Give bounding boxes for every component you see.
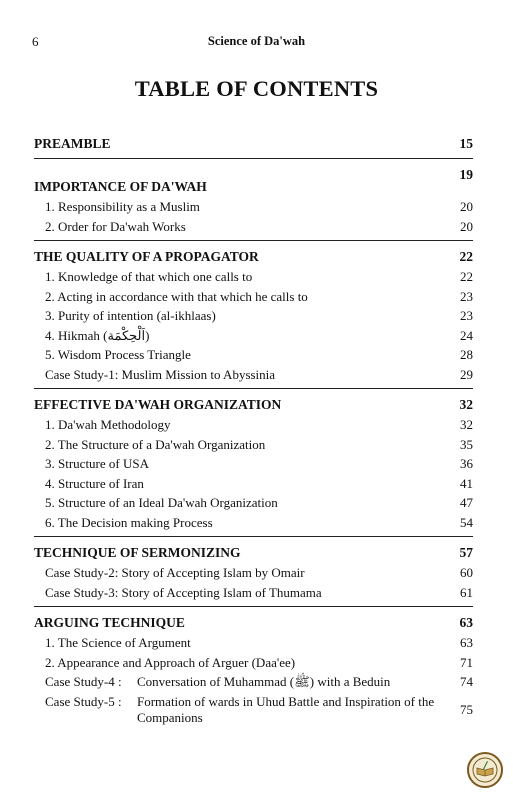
toc-entry (34, 672, 473, 692)
entry-text: 2. The Structure of a Da'wah Organization (45, 436, 266, 452)
section-page: 32 (459, 397, 473, 412)
section-heading (34, 543, 473, 563)
section-page: 19 (459, 167, 473, 182)
section-page: 63 (459, 615, 473, 630)
entry-page: 35 (460, 436, 473, 452)
entry-text: Case Study-2: Story of Accepting Islam by Omair (45, 565, 305, 580)
toc-entry (34, 474, 473, 494)
section-arguing (34, 613, 473, 732)
case-study-label: Case Study-5 : (45, 693, 122, 709)
section-sermonizing (34, 543, 473, 607)
entry-text: Conversation of Muhammad (ﷺ) with a Beduin (137, 674, 391, 689)
section-organization (34, 395, 473, 537)
entry-text: 2. Acting in accordance with that which he calls to (45, 288, 308, 304)
page-header (32, 34, 481, 50)
entry-text: 1. Responsibility as a Muslim (45, 199, 200, 214)
toc-entry (34, 326, 473, 346)
entry-page: 54 (460, 514, 473, 530)
entry-page: 29 (460, 366, 473, 382)
section-page: 22 (459, 249, 473, 264)
section-heading (34, 395, 473, 415)
entry-page: 22 (460, 269, 473, 284)
section-page: 57 (459, 545, 473, 560)
section-page: 15 (459, 136, 473, 151)
section-preamble (34, 134, 473, 159)
entry-text: 1. The Science of Argument (45, 635, 191, 650)
entry-text: Formation of wards in Uhud Battle and Inspiration of the Companions (137, 693, 435, 725)
toc-entry (34, 454, 473, 474)
entry-page: 74 (460, 674, 473, 689)
toc-entry (34, 692, 473, 728)
section-title: TECHNIQUE OF SERMONIZING (34, 545, 241, 560)
book-quill-seal-icon (467, 752, 503, 788)
section-heading (34, 247, 473, 267)
section-title: THE QUALITY OF A PROPAGATOR (34, 249, 259, 264)
toc-entry (34, 197, 473, 217)
entry-page: 32 (460, 417, 473, 432)
entry-page: 23 (460, 308, 473, 323)
case-study-label: Case Study-4 : (45, 674, 122, 689)
entry-text: 3. Purity of intention (al-ikhlaas) (45, 308, 216, 323)
toc-entry (34, 435, 473, 455)
entry-text: 4. Hikmah (اَلْحِكْمَة) (45, 327, 150, 343)
page-number: 6 (32, 34, 39, 49)
section-heading (34, 613, 473, 633)
toc-entry (34, 365, 473, 385)
entry-page: 61 (460, 584, 473, 600)
entry-page: 71 (460, 654, 473, 670)
entry-page: 75 (460, 701, 473, 717)
toc-entry (34, 267, 473, 287)
entry-text: 3. Structure of USA (45, 456, 149, 471)
section-title: ARGUING TECHNIQUE (34, 615, 185, 630)
entry-text: Case Study-1: Muslim Mission to Abyssinia (45, 366, 276, 382)
entry-text: 5. Structure of an Ideal Da'wah Organization (45, 495, 278, 510)
toc-entry (34, 217, 473, 237)
entry-page: 63 (460, 635, 473, 650)
entry-page: 41 (460, 475, 473, 491)
running-title: Science of Da'wah (207, 34, 306, 48)
toc-entry (34, 306, 473, 326)
toc-entry (34, 653, 473, 673)
entry-page: 23 (460, 288, 473, 304)
toc-entry (34, 633, 473, 653)
entry-page: 47 (460, 495, 473, 510)
toc-entry (34, 345, 473, 365)
entry-page: 20 (460, 199, 473, 214)
entry-text: Case Study-3: Story of Accepting Islam of Thumama (45, 584, 322, 600)
toc-entry (34, 513, 473, 533)
page-title: TABLE OF CONTENTS (134, 76, 379, 101)
entry-page: 36 (460, 456, 473, 471)
entry-page: 20 (460, 218, 473, 234)
entry-page: 60 (460, 565, 473, 580)
entry-text: 5. Wisdom Process Triangle (45, 347, 191, 362)
entry-text: 1. Knowledge of that which one calls to (45, 269, 253, 284)
toc-entry (34, 493, 473, 513)
toc-entry (34, 287, 473, 307)
entry-page: 28 (460, 347, 473, 362)
entry-page: 24 (460, 327, 473, 343)
section-importance (34, 165, 473, 241)
entry-text: 2. Appearance and Approach of Arguer (Daa'ee) (45, 654, 296, 670)
entry-text: 4. Structure of Iran (45, 475, 144, 491)
entry-text: 6. The Decision making Process (45, 514, 213, 530)
section-quality (34, 247, 473, 389)
section-title: IMPORTANCE OF DA'WAH (34, 179, 207, 194)
table-of-contents (34, 134, 473, 738)
section-heading (34, 134, 473, 154)
entry-text: 2. Order for Da'wah Works (45, 218, 186, 234)
toc-entry (34, 583, 473, 603)
entry-text: 1. Da'wah Methodology (45, 417, 171, 432)
toc-entry (34, 563, 473, 583)
section-title: PREAMBLE (34, 136, 111, 151)
toc-entry (34, 415, 473, 435)
section-title: EFFECTIVE DA'WAH ORGANIZATION (34, 397, 282, 412)
section-heading (34, 165, 473, 197)
